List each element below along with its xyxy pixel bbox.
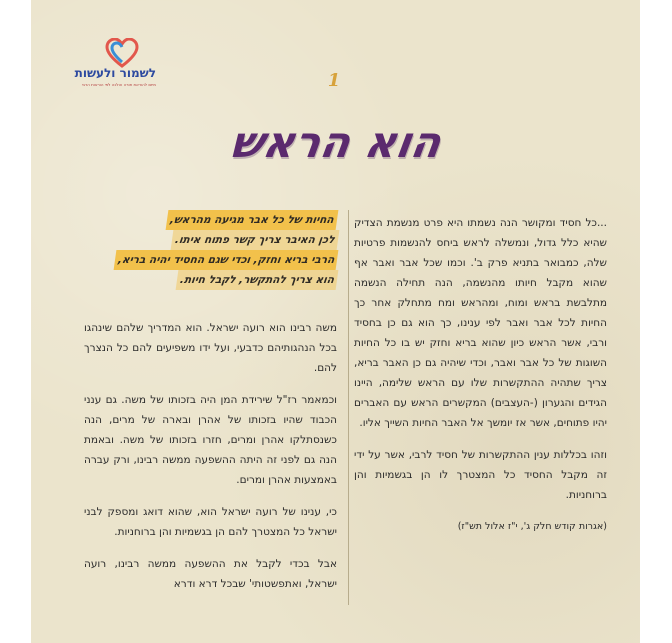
left-paragraph: וכמאמר רז"ל שירידת המן היה בזכותו של משה. גם ענני הכבוד שהיו בזכותו של אהרן ובארה של מרים, הנה כשנסתלקו אהרן ומרים, חזרו בזכותו של משה. ובאמת הנה גם לפני זה היתה ההשפעה ממשה רבינו, ורק עברה באמצעות אהרן ומרים.	[84, 394, 337, 486]
quote-line: לכן האיבר צריך קשר פתוח איתו.	[170, 230, 338, 250]
heart-logo-icon	[105, 38, 139, 68]
right-paragraph: ...כל חסיד ומקושר הנה נשמתו היא פרט מנשמת הצדיק שהיא כלל גדול, ונמשלה לראש ביחס להנשמות פרטיות שלה, כמבואר בתניא פרק ב'. וכמו שכל אבר ואבר אף שהוא מקבל חיותו מהנשמה, הנה תחילה הנשמה מתלבשת בראש ומוח, ומהראש ומח מתחלק אחר כך החיות לכל אבר ואבר לפי ענינו, כך הוא גם כן בחסיד ורבי, אשר הראש כיון שהוא בריא וחזק יש בו כל החיות השוגות של כל אבר ואבר, וכדי שיהיה גם כן האבר בריא, צריך שתהיה ההתקשרות שלו עם הראש שלימה, היינו הגידים והגערון (-העצבים) המקשרים הראש עם האברים יהיו פתוחים, אשר אז יומשך אל האבר החיות השייך אליו.	[354, 217, 607, 429]
highlighted-quote	[84, 210, 337, 290]
column-divider	[348, 210, 349, 605]
quote-line: החיות של כל אבר מגיעה מהראש,	[166, 210, 338, 230]
right-column	[354, 213, 607, 549]
source-citation: (אגרות קודש חלק ג', י"ז אלול תש"ז)	[457, 521, 607, 532]
quote-line: הוא צריך להתקשר, לקבל חיות.	[176, 270, 339, 290]
left-paragraph: משה רבינו הוא רועה ישראל. הוא המדריך שלהם שינהגו בכל הנהגותיהם כדבעי, ועל ידו משפיעים להם כל הנצרך להם.	[84, 322, 337, 374]
page-title: הוא הראש	[226, 118, 446, 168]
document-page	[31, 0, 640, 643]
left-column	[84, 318, 337, 606]
page-number: 1	[327, 70, 341, 91]
site-logo[interactable]	[74, 38, 156, 98]
logo-tagline: מיזם להוראת תורה והלכה לפי הוראות הרבי	[81, 82, 156, 87]
quote-line: הרבי בריא וחזק, וכדי שגם החסיד יהיה בריא,	[113, 250, 338, 270]
right-paragraph: וזהו בכללות ענין ההתקשרות של חסיד לרבי, אשר על ידי זה מקבל החסיד כל המצטרך לו הן בגשמיות והן ברוחניות.	[354, 449, 607, 501]
left-paragraph: אבל בכדי לקבל את ההשפעה ממשה רבינו, רועה ישראל, ואתפשטותי' שבכל דרא ודרא	[84, 558, 337, 590]
left-paragraph: כי, ענינו של רועה ישראל הוא, שהוא דואג ומספק לבני ישראל כל המצטרך להם הן בגשמיות והן ברוחניות.	[84, 506, 337, 538]
logo-name: לשמור ולעשות	[74, 66, 156, 80]
